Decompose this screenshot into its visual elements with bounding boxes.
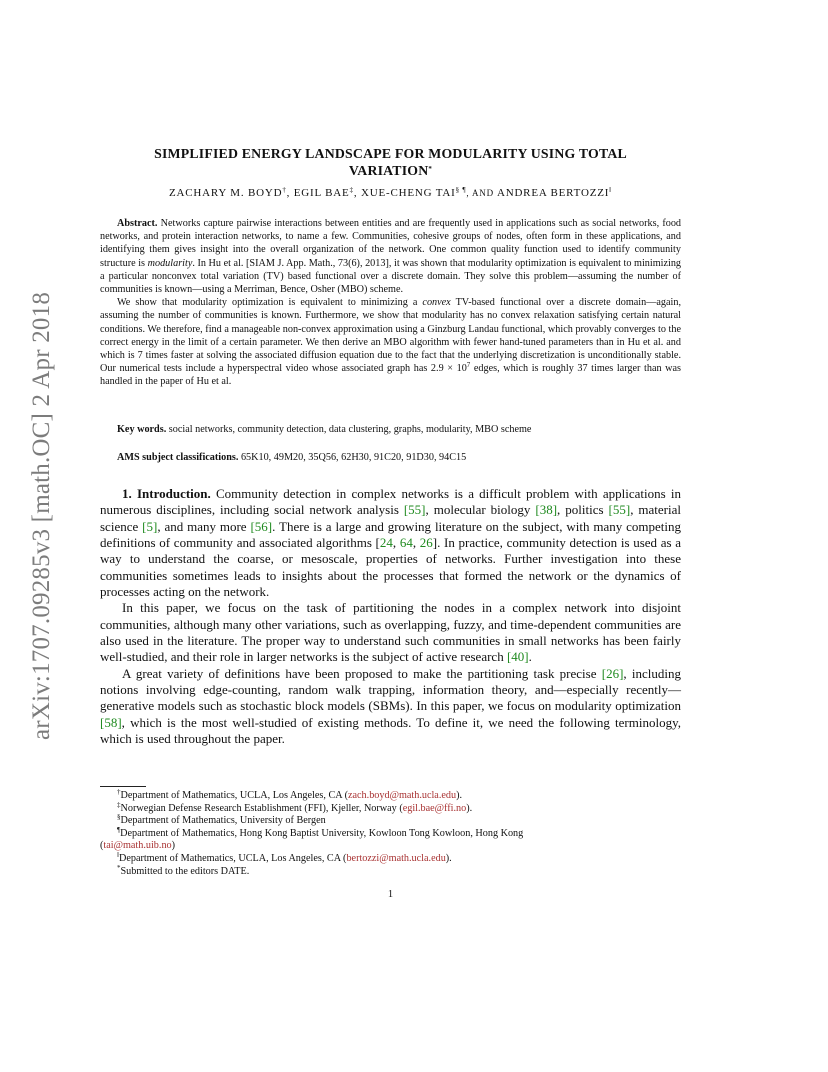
citation-separator: ,: [392, 535, 400, 551]
arxiv-id-text: arXiv:1707.09285v3 [math.OC] 2 Apr 2018: [28, 291, 55, 740]
author-1-mark: †: [282, 186, 287, 194]
intro-p3-text-1: A great variety of definitions have been proposed to make the partitioning task precise: [122, 665, 602, 681]
footnote-1-text: Department of Mathematics, UCLA, Los Angeles, CA (: [120, 790, 348, 801]
intro-p3-text-3: , which is the most well-studied of existing methods. To define it, we need the following terminology, which is used throughout the paper.: [100, 714, 681, 747]
author-1: ZACHARY M. BOYD: [169, 187, 283, 199]
ams-classifications: [100, 451, 698, 464]
footnote-5-end: ).: [445, 852, 452, 864]
section-heading: 1. Introduction.: [122, 486, 211, 501]
title-footnote-mark: *: [428, 165, 433, 173]
footnote-2-mark: ‡: [117, 800, 121, 809]
intro-paragraph-1: [100, 486, 681, 600]
author-and: , AND: [466, 188, 497, 198]
keywords: [100, 423, 698, 436]
footnote-4-mark: ¶: [117, 825, 121, 834]
abstract-p2-text-end: edges, which is roughly 37 times larger than was handled in the paper of Hu et al.: [100, 363, 681, 388]
footnotes: [100, 790, 681, 878]
abstract-p2-text: We show that modularity optimization is equivalent to minimizing a: [117, 297, 423, 309]
citation-55-b[interactable]: [55]: [608, 502, 631, 518]
citation-38[interactable]: [38]: [535, 502, 558, 518]
title-line-2: [100, 162, 681, 179]
citation-58[interactable]: [58]: [100, 714, 122, 730]
author-3-mark: § ¶: [455, 186, 467, 194]
footnote-6-mark: *: [117, 863, 121, 872]
ams-text: 65K10, 49M20, 35Q56, 62H30, 91C20, 91D30, 94C15: [240, 452, 467, 463]
footnote-rule: [100, 786, 146, 787]
intro-paragraph-3: [100, 666, 681, 748]
footnote-1-mark: †: [117, 788, 121, 796]
intro-p1-text-3: , politics: [557, 502, 609, 518]
footnote-4: [100, 825, 681, 841]
abstract-p1-text: Networks capture pairwise interactions between entities and are frequently used in applications such as social networks, food networks, and protein interaction networks, to name a few. Communities, cohesive groups of nodes, often form in these applications, and identifying them gives insight into the overall organization of the network. One common quality function used to identify community structure is: [100, 218, 682, 269]
footnote-4-open: (: [100, 840, 104, 852]
citation-40[interactable]: [40]: [506, 649, 529, 665]
abstract-paragraph-2: [100, 296, 681, 388]
paper-title: [100, 145, 681, 179]
footnote-3-mark: §: [117, 813, 121, 822]
abstract-p2-text-mid: TV-based functional over a discrete domain—again, assuming the number of communities is known. Furthermore, we show that modularity has no convex relaxation satisfying certain natural conditions. We therefore, find a manageable non-convex approximation using a Ginzburg Landau functional, which provably converges to the correct energy in the limit of a certain parameter. We then derive an MBO algorithm with fewer hand-tuned parameters than in Hu et al. and which is 7 times faster at solving the associated diffusion equation due to the fact that the underlying discretization is unconditionally stable. Our numerical tests include a hyperspectral video whose associated graph has 2.9 × 10: [100, 297, 681, 375]
intro-p1-text-4: , material science: [100, 502, 681, 534]
footnote-6-text: Submitted to the editors DATE.: [120, 865, 250, 877]
author-list: ZACHARY M. BOYD†, EGIL BAE‡, XUE-CHENG TAI§ ¶, AND ANDREA BERTOZZI‖: [169, 186, 612, 199]
intro-p1-text-6: . There is a large and growing literature on the subject, with many competing definitions of community and associated algorithms [: [100, 518, 681, 551]
footnote-5-text: Department of Mathematics, UCLA, Los Angeles, CA (: [118, 852, 347, 864]
citation-26[interactable]: 26: [419, 535, 433, 551]
author-4-mark: ‖: [609, 186, 612, 194]
email-link-tai[interactable]: tai@math.uib.no: [103, 840, 172, 852]
citation-26-b[interactable]: [26]: [601, 665, 624, 681]
citation-5[interactable]: [5]: [142, 518, 158, 534]
intro-p1-text-1: Community detection in complex networks is a difficult problem with applications in numerous disciplines, including social network analysis: [100, 486, 682, 518]
author-2-mark: ‡: [349, 186, 354, 194]
footnote-4-text: Department of Mathematics, Hong Kong Baptist University, Kowloon Tong Kowloon, Hong Kong: [120, 827, 524, 839]
abstract-p2-emphasis: convex: [422, 297, 451, 309]
author-3: XUE-CHENG TAI: [361, 187, 456, 199]
title-line-1: SIMPLIFIED ENERGY LANDSCAPE FOR MODULARITY USING TOTAL: [154, 146, 627, 161]
title-line-2-text: VARIATION: [348, 163, 429, 178]
footnote-1-end: ).: [456, 790, 463, 801]
footnote-5: [100, 850, 681, 866]
intro-p1-text-5: , and many more: [157, 518, 251, 534]
abstract-p1-text-end: . In Hu et al. [SIAM J. App. Math., 73(6), 2013], it was shown that modularity optimization is equivalent to minimizing a particular nonconvex total variation (TV) based functional over a discrete domain. They solve this problem—assuming the number of communities is known—using a Merriman, Bence, Osher (MBO) scheme.: [100, 257, 682, 296]
citation-64[interactable]: 64: [399, 535, 413, 551]
abstract: [100, 217, 681, 389]
intro-p2-text-1: In this paper, we focus on the task of partitioning the nodes in a complex network into disjoint communities, although many other variations, such as overlapping, fuzzy, and time-dependent communities are also used in the literature. The proper way to understand such communities in small networks has been fairly well-studied, and their role in larger networks is the subject of active research: [100, 600, 681, 665]
footnote-6: [100, 863, 681, 879]
footnote-3-text: Department of Mathematics, University of Bergen: [120, 815, 326, 827]
abstract-label: Abstract.: [117, 218, 158, 229]
footnote-2-end: ).: [466, 802, 473, 814]
abstract-exponent: 7: [466, 361, 471, 370]
intro-p1-text-7: ]. In practice, community detection is used as a way to understand the coarse, or mesoscale, properties of networks. Further investigation into these communities sometimes leads to insights about the processes that formed the network or the dynamics of processes acting on the network.: [100, 535, 681, 600]
email-link-bae[interactable]: egil.bae@ffi.no: [402, 802, 467, 814]
citation-separator: ,: [412, 535, 420, 551]
keywords-text: social networks, community detection, data clustering, graphs, modularity, MBO scheme: [168, 424, 532, 435]
citation-24[interactable]: 24: [379, 535, 393, 551]
footnote-1: [100, 790, 681, 803]
footnote-2: [100, 800, 681, 816]
footnote-2-text: Norwegian Defense Research Establishment (FFI), Kjeller, Norway (: [120, 802, 403, 814]
email-link-boyd[interactable]: zach.boyd@math.ucla.edu: [347, 790, 457, 801]
intro-p3-text-2: , including notions involving edge-counting, random walk trapping, information theory, and—especially recently—generative models such as stochastic block models (SBMs). In this paper, we focus on modularity optimization: [100, 665, 681, 714]
ams-label: AMS subject classifications.: [117, 452, 239, 463]
keywords-label: Key words.: [117, 424, 167, 435]
intro-p1-text-2: , molecular biology: [425, 502, 536, 518]
abstract-paragraph-1: [100, 217, 681, 296]
abstract-p1-emphasis: modularity: [147, 257, 193, 269]
citation-56[interactable]: [56]: [250, 518, 273, 534]
introduction-section: [100, 486, 681, 748]
footnote-3: [100, 815, 681, 828]
footnote-4-continued: [100, 840, 681, 853]
intro-p2-text-2: .: [528, 649, 532, 665]
footnote-5-mark: ‖: [117, 850, 119, 859]
email-link-bertozzi[interactable]: bertozzi@math.ucla.edu: [346, 852, 446, 864]
author-2: EGIL BAE: [293, 187, 350, 199]
author-4: ANDREA BERTOZZI: [496, 187, 610, 199]
intro-paragraph-2: [100, 600, 681, 665]
footnote-4-end: ): [171, 840, 176, 852]
citation-55[interactable]: [55]: [403, 502, 426, 518]
page-number: 1: [387, 889, 394, 900]
